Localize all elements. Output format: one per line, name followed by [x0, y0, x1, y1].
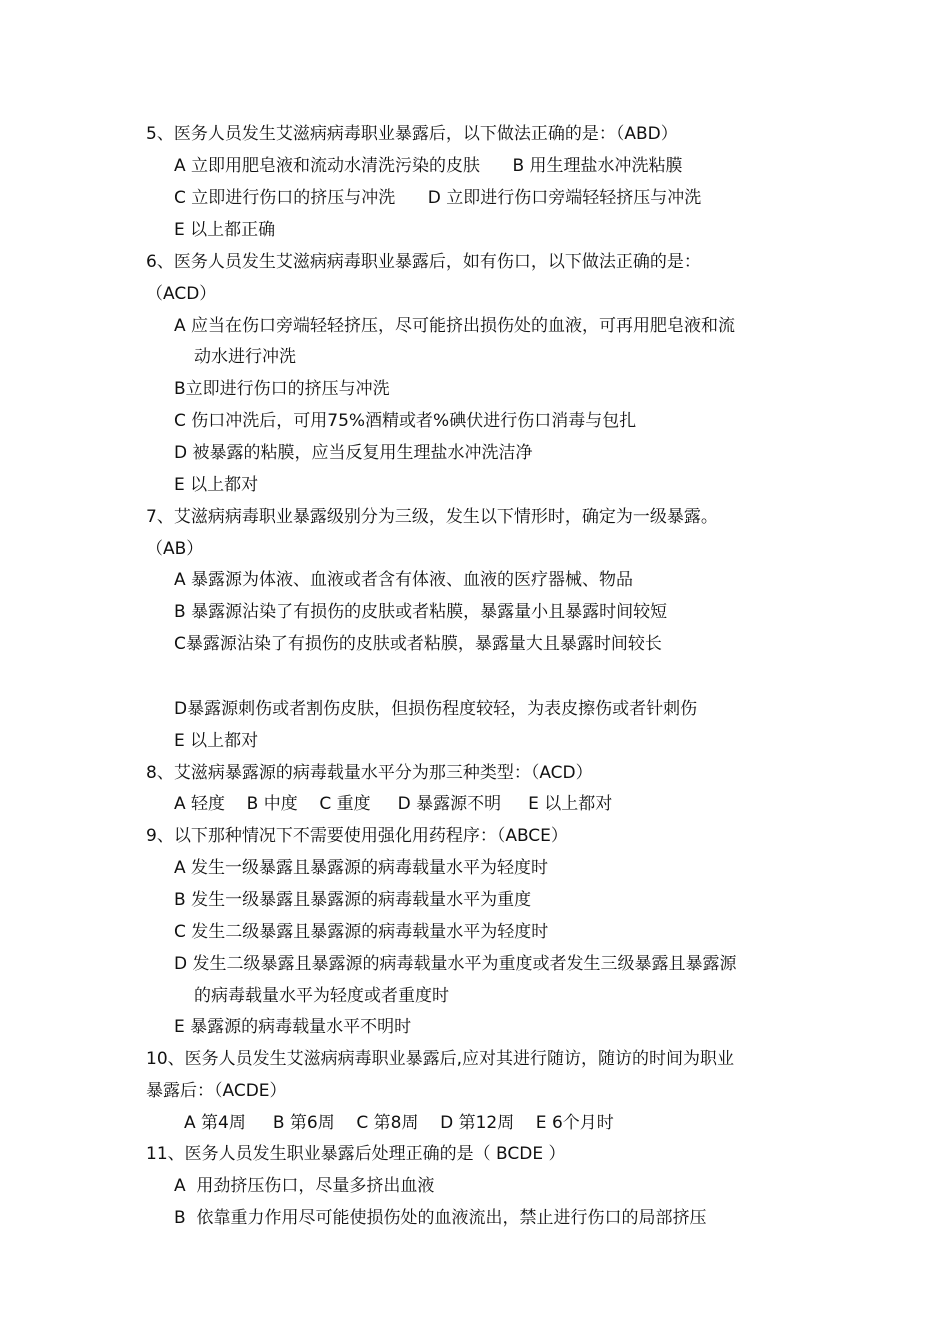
answer-line: （AB）: [146, 539, 204, 559]
option-line: A 立即用肥皂液和流动水清洗污染的皮肤 B 用生理盐水冲洗粘膜: [174, 156, 683, 176]
option-line: E 以上都对: [174, 475, 259, 495]
option-line: E 以上都正确: [174, 220, 276, 240]
option-line: D 被暴露的粘膜，应当反复用生理盐水冲洗洁净: [174, 443, 533, 463]
option-line: A 发生一级暴露且暴露源的病毒载量水平为轻度时: [174, 858, 549, 878]
option-line: D 发生二级暴露且暴露源的病毒载量水平为重度或者发生三级暴露且暴露源: [174, 954, 737, 974]
answer-line: 暴露后：（ACDE）: [146, 1081, 287, 1101]
option-line: B立即进行伤口的挤压与冲洗: [174, 379, 390, 399]
option-line: A 暴露源为体液、血液或者含有体液、血液的医疗器械、物品: [174, 570, 634, 590]
option-line: A 应当在伤口旁端轻轻挤压，尽可能挤出损伤处的血液，可再用肥皂液和流: [174, 316, 736, 336]
option-line: 动水进行冲洗: [194, 347, 296, 367]
option-line: A 轻度 B 中度 C 重度 D 暴露源不明 E 以上都对: [174, 794, 613, 814]
option-line: C 立即进行伤口的挤压与冲洗 D 立即进行伤口旁端轻轻挤压与冲洗: [174, 188, 702, 208]
option-line: A 用劲挤压伤口，尽量多挤出血液: [174, 1176, 435, 1196]
option-line: C 伤口冲洗后，可用75%酒精或者%碘伏进行伤口消毒与包扎: [174, 411, 637, 431]
question-8: 8、艾滋病暴露源的病毒载量水平分为那三种类型：（ACD）: [146, 763, 593, 783]
option-line: C 发生二级暴露且暴露源的病毒载量水平为轻度时: [174, 922, 549, 942]
option-line: B 依靠重力作用尽可能使损伤处的血液流出，禁止进行伤口的局部挤压: [174, 1208, 707, 1228]
option-line: 的病毒载量水平为轻度或者重度时: [194, 986, 449, 1006]
option-line: C暴露源沾染了有损伤的皮肤或者粘膜，暴露量大且暴露时间较长: [174, 634, 662, 654]
option-line: D暴露源刺伤或者割伤皮肤，但损伤程度较轻，为表皮擦伤或者针刺伤: [174, 699, 698, 719]
question-11: 11、医务人员发生职业暴露后处理正确的是（ BCDE ）: [146, 1144, 566, 1164]
option-line: A 第4周 B 第6周 C 第8周 D 第12周 E 6个月时: [184, 1113, 614, 1133]
question-5: 5、医务人员发生艾滋病病毒职业暴露后，以下做法正确的是：（ABD）: [146, 124, 678, 144]
question-10: 10、医务人员发生艾滋病病毒职业暴露后,应对其进行随访，随访的时间为职业: [146, 1049, 735, 1069]
question-6: 6、医务人员发生艾滋病病毒职业暴露后，如有伤口，以下做法正确的是：: [146, 252, 701, 272]
question-9: 9、以下那种情况下不需要使用强化用药程序：（ABCE）: [146, 826, 568, 846]
option-line: E 暴露源的病毒载量水平不明时: [174, 1017, 412, 1037]
option-line: E 以上都对: [174, 731, 259, 751]
option-line: B 暴露源沾染了有损伤的皮肤或者粘膜，暴露量小且暴露时间较短: [174, 602, 668, 622]
answer-line: （ACD）: [146, 284, 217, 304]
option-line: B 发生一级暴露且暴露源的病毒载量水平为重度: [174, 890, 532, 910]
question-7: 7、艾滋病病毒职业暴露级别分为三级，发生以下情形时，确定为一级暴露。: [146, 507, 718, 527]
